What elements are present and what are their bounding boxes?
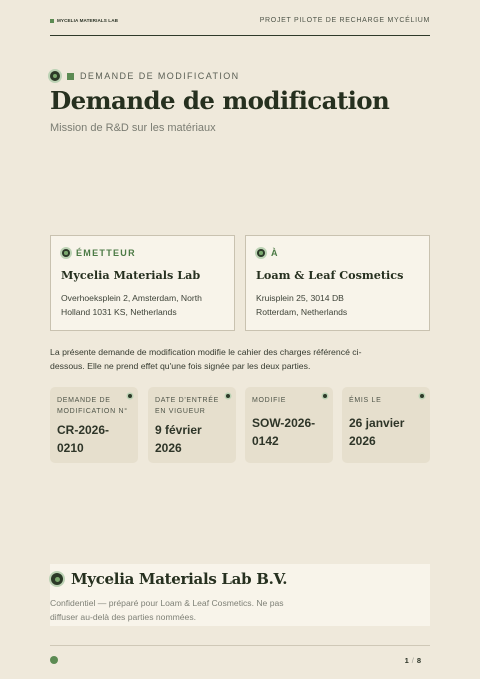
total-pages: 8 <box>416 656 421 665</box>
page-indicator <box>405 656 421 665</box>
ring-dot-icon <box>51 573 63 585</box>
recipient-address <box>256 291 419 319</box>
current-page: 1 <box>404 656 409 665</box>
ring-dot-icon <box>62 249 70 257</box>
footer-organization <box>50 564 430 626</box>
page-subtitle: Mission de R&D sur les matériaux <box>50 122 216 134</box>
pin-dot-icon <box>323 394 327 398</box>
issuer-name: Mycelia Materials Lab <box>61 268 201 282</box>
tile-change-request-number <box>50 387 138 463</box>
tile-amends <box>245 387 333 463</box>
issuer-address-line: Holland 1031 KS, Netherlands <box>61 307 177 317</box>
page-separator: / <box>411 656 414 665</box>
tile-label: MODIFIE <box>252 397 287 404</box>
intro-paragraph: La présente demande de modification modifie le cahier des charges référencé ci-dessous. Elle ne prend effet qu'une fois signée par les deux parties. <box>50 347 362 371</box>
tile-value: 9 février 2026 <box>155 423 202 455</box>
recipient-role: À <box>271 248 279 258</box>
page-title: Demande de modification <box>50 86 390 115</box>
organization-name: Mycelia Materials Lab B.V. <box>71 570 288 588</box>
recipient-address-line: Rotterdam, Netherlands <box>256 307 348 317</box>
recipient-card <box>245 235 430 331</box>
tile-issued-on <box>342 387 430 463</box>
pin-dot-icon <box>420 394 424 398</box>
tile-label: DATE D'ENTRÉE EN VIGUEUR <box>155 397 219 415</box>
pin-dot-icon <box>128 394 132 398</box>
issuer-address <box>61 291 224 319</box>
eyebrow-label: DEMANDE DE MODIFICATION <box>80 71 240 81</box>
square-icon <box>67 73 74 80</box>
ring-dot-icon <box>50 71 60 81</box>
issuer-address-line: Overhoeksplein 2, Amsterdam, North <box>61 293 202 303</box>
brand-name: MYCELIA MATERIALS LAB <box>57 18 119 23</box>
issuer-card <box>50 235 235 331</box>
pin-dot-icon <box>226 394 230 398</box>
footer-dot-icon <box>50 656 58 664</box>
tile-value: CR-2026-0210 <box>57 423 110 455</box>
tile-effective-date <box>148 387 236 463</box>
tile-label: DEMANDE DE MODIFICATION N° <box>57 397 128 415</box>
tile-value: 26 janvier 2026 <box>349 416 405 448</box>
brand <box>50 18 118 23</box>
project-name: PROJET PILOTE DE RECHARGE MYCÉLIUM <box>259 17 430 24</box>
issuer-role: ÉMETTEUR <box>76 248 136 258</box>
page-header <box>50 16 430 36</box>
recipient-name: Loam & Leaf Cosmetics <box>256 268 404 282</box>
eyebrow <box>50 71 240 81</box>
ring-dot-icon <box>257 249 265 257</box>
recipient-address-line: Kruisplein 25, 3014 DB <box>256 293 344 303</box>
tile-label: ÉMIS LE <box>349 397 382 404</box>
tile-value: SOW-2026-0142 <box>252 416 316 448</box>
brand-square-icon <box>50 19 54 23</box>
confidentiality-notice: Confidentiel — préparé pour Loam & Leaf Cosmetics. Ne pas diffuser au-delà des parties nommées. <box>50 598 284 622</box>
footer-divider <box>50 645 430 646</box>
